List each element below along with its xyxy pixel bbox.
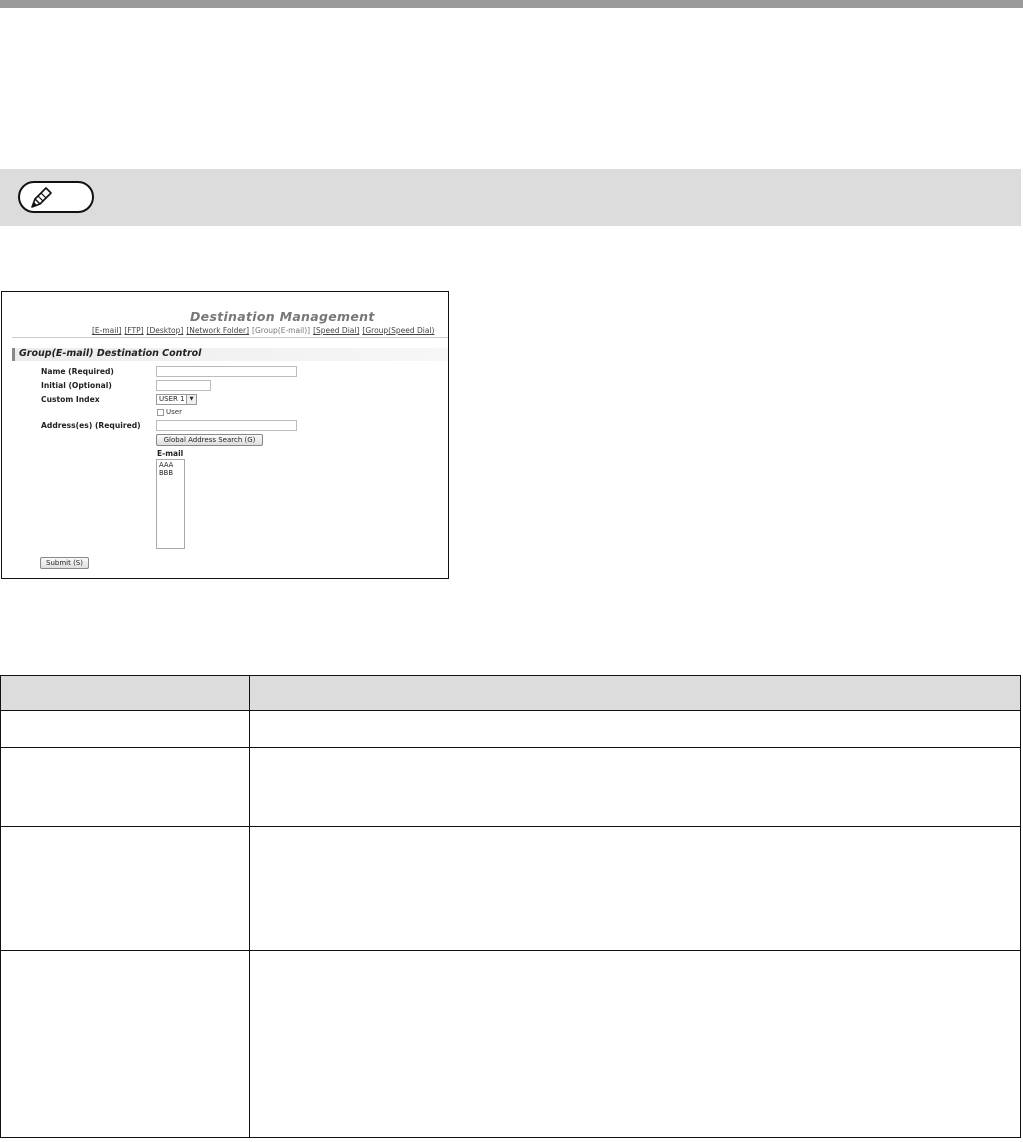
settings-table <box>0 675 1021 1138</box>
note-icon <box>18 181 94 213</box>
table-row <box>1 748 1021 827</box>
table-cell <box>1 748 250 827</box>
addresses-label: Address(es) (Required) <box>41 421 141 430</box>
note-band <box>0 169 1021 226</box>
top-rule <box>0 0 1023 8</box>
nav-group-speed-dial[interactable]: [Group(Speed Dial) <box>362 326 435 335</box>
nav-desktop[interactable]: [Desktop] <box>146 326 184 335</box>
custom-index-value: USER 1 <box>159 395 185 403</box>
table-header-cell <box>250 676 1021 711</box>
table-header-cell <box>1 676 250 711</box>
nav-email[interactable]: [E-mail] <box>92 326 122 335</box>
submit-button[interactable]: Submit (S) <box>40 557 89 569</box>
custom-index-select[interactable] <box>156 394 197 405</box>
email-list-header: E-mail <box>157 449 184 458</box>
table-cell <box>1 711 250 748</box>
name-input[interactable] <box>156 366 297 377</box>
name-label: Name (Required) <box>41 367 114 376</box>
nav-divider <box>12 337 448 338</box>
list-item[interactable]: BBB <box>159 469 173 477</box>
chevron-down-icon[interactable]: ▼ <box>186 395 196 404</box>
table-cell <box>250 748 1021 827</box>
table-header-row <box>1 676 1021 711</box>
destination-nav <box>92 326 437 335</box>
initial-label: Initial (Optional) <box>41 381 112 390</box>
nav-ftp[interactable]: [FTP] <box>124 326 144 335</box>
nav-speed-dial[interactable]: [Speed Dial] <box>313 326 360 335</box>
nav-network-folder[interactable]: [Network Folder] <box>186 326 250 335</box>
email-listbox[interactable] <box>156 459 185 549</box>
list-item[interactable]: AAA <box>159 461 174 469</box>
user-checkbox-label: User <box>166 408 182 416</box>
table-row <box>1 951 1021 1138</box>
destination-management-screenshot <box>1 291 449 579</box>
table-row <box>1 827 1021 951</box>
section-header <box>12 348 448 361</box>
table-row <box>1 711 1021 748</box>
nav-group-email: [Group(E-mail)] <box>252 326 311 335</box>
section-title: Group(E-mail) Destination Control <box>19 348 202 359</box>
table-cell <box>1 951 250 1138</box>
page-title: Destination Management <box>190 309 375 324</box>
custom-index-label: Custom Index <box>41 395 100 404</box>
initial-input[interactable] <box>156 380 211 391</box>
addresses-input[interactable] <box>156 420 297 431</box>
global-address-search-button[interactable]: Global Address Search (G) <box>156 434 263 446</box>
user-checkbox[interactable] <box>157 409 164 416</box>
table-cell <box>250 711 1021 748</box>
table-cell <box>250 951 1021 1138</box>
table-cell <box>1 827 250 951</box>
table-cell <box>250 827 1021 951</box>
